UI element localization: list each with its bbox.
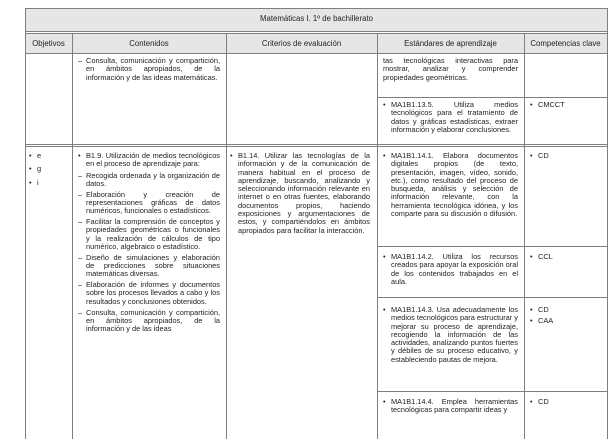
competencia-item: • CAA — [530, 317, 602, 325]
contenidos-item: – Consulta, comunicación y compartición, en ámbitos apropiados, de la información y de las ideas — [78, 309, 220, 334]
competencia-item: • CCL — [530, 253, 602, 261]
competencia-item: • CD — [530, 398, 602, 406]
estandar-14-2 — [383, 253, 518, 286]
competencia-item: • CD — [530, 306, 602, 314]
objetivo-item: • i — [29, 179, 69, 187]
competencia-item: • CD — [530, 152, 602, 160]
contenidos-item: – Consulta, comunicación y compartición, en ámbitos apropiados, de la información y de las ideas matemáticas. — [78, 57, 220, 82]
header-objetivos: Objetivos — [32, 39, 65, 48]
contenidos-item: – Elaboración de informes y documentos sobre los procesos llevados a cabo y los resultados y conclusiones obtenidos. — [78, 281, 220, 306]
competencias-14-3 — [530, 306, 602, 326]
contenidos-item: – Facilitar la comprensión de conceptos y propiedades geométricas o funcionales y la realización de cálculos de tipo numérico, algebraico o estadístico. — [78, 218, 220, 251]
competencias-14-1 — [530, 152, 602, 160]
row2-contenidos — [78, 152, 220, 336]
estandar-text: • MA1B1.14.4. Emplea herramientas tecnológicas para compartir ideas y — [383, 398, 518, 415]
row2-objetivos — [29, 152, 69, 187]
header-estandares: Estándares de aprendizaje — [404, 39, 497, 48]
row1-estandar-2 — [383, 101, 518, 134]
objetivo-item: • g — [29, 165, 69, 173]
contenidos-item: – Elaboración y creación de representaciones gráficas de datos numéricos, funcionales o estadísticos. — [78, 191, 220, 216]
header-contenidos: Contenidos — [129, 39, 169, 48]
contenidos-item: – Diseño de simulaciones y elaboración de predicciones sobre situaciones matemáticas diversas. — [78, 254, 220, 279]
row1-competencia — [530, 101, 602, 109]
estandar-14-3 — [383, 306, 518, 364]
estandar-text: • MA1B1.14.2. Utiliza los recursos creados para apoyar la exposición oral de los contenidos trabajados en el aula. — [383, 253, 518, 286]
estandar-text: • MA1B1.14.3. Usa adecuadamente los medios tecnológicos para estructurar y mejorar su proceso de aprendizaje, recogiendo la información de las actividades, analizando puntos fuertes y débiles de su proceso educativo, y estableciendo pautas de mejora. — [383, 306, 518, 364]
competencias-14-2 — [530, 253, 602, 261]
competencias-14-4 — [530, 398, 602, 406]
table-title: Matemáticas I. 1º de bachillerato — [260, 14, 373, 23]
objetivo-item: • e — [29, 152, 69, 160]
contenidos-intro: • B1.9. Utilización de medios tecnológicos en el proceso de aprendizaje para: — [78, 152, 220, 169]
row1-contenidos — [78, 57, 220, 84]
estandar-text: • MA1B1.13.5. Utiliza medios tecnológicos para el tratamiento de datos y gráficas estadísticas, extraer información y elaborar conclusiones. — [383, 101, 518, 134]
estandar-14-1 — [383, 152, 518, 218]
row1-estandar-cont: tas tecnológicas interactivas para mostrar, analizar y comprender propiedades geométricas. — [383, 56, 518, 82]
criterio-text: • B1.14. Utilizar las tecnologías de la información y de la comunicación de manera habitual en el proceso de aprendizaje, buscando, analizando y seleccionando información relevante en internet o en otras fuentes, elaborando documentos propios, haciendo exposiciones y argumentaciones de estos, y compartiéndolos en ámbitos apropiados para facilitar la interacción. — [230, 152, 370, 235]
estandar-text: • MA1B1.14.1. Elabora documentos digitales propios (de texto, presentación, imagen, vídeo, sonido, etc.), como resultado del proceso de busqueda, análisis y selección de información relevante, con la herramienta tecnológica idónea, y los comparte para su discusión o difusión. — [383, 152, 518, 218]
row2-criterio — [230, 152, 370, 235]
header-competencias: Competencias clave — [530, 39, 601, 48]
competencia-item: • CMCCT — [530, 101, 602, 109]
contenidos-item: – Recogida ordenada y la organización de datos. — [78, 172, 220, 189]
estandar-14-4 — [383, 398, 518, 415]
header-criterios: Criterios de evaluación — [261, 39, 342, 48]
